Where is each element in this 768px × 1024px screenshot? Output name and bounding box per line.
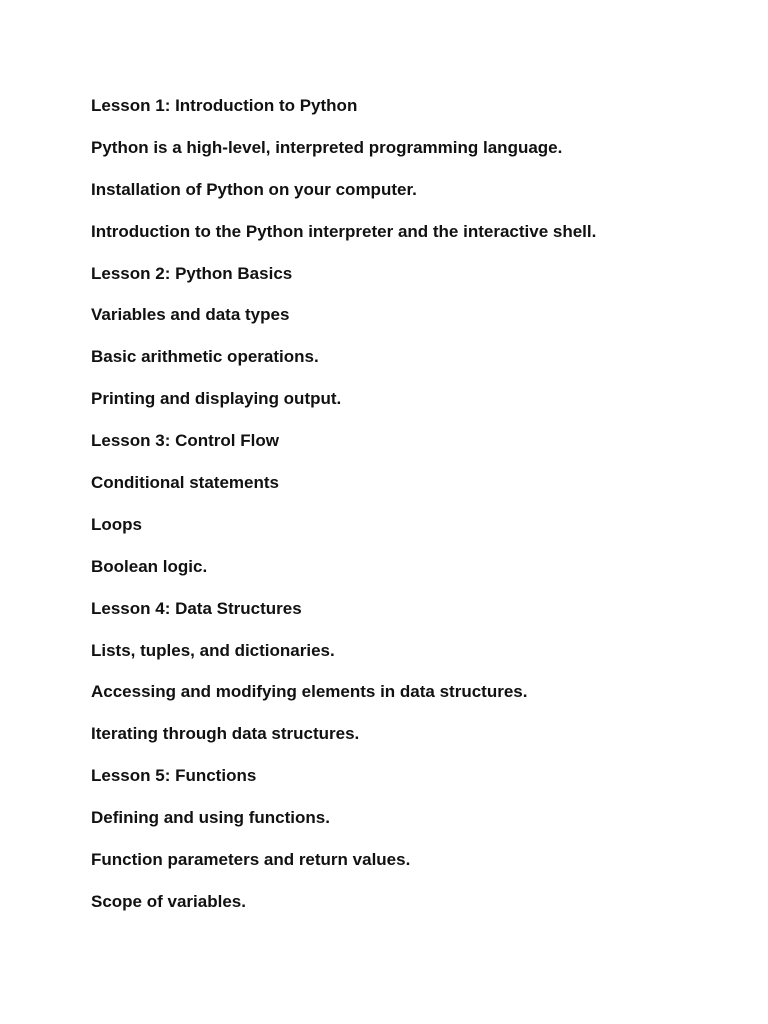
outline-item: Loops: [91, 514, 142, 534]
outline-item: Python is a high-level, interpreted programming language.: [91, 137, 563, 157]
lesson-heading: Lesson 5: Functions: [91, 766, 257, 786]
lesson-outline: [91, 92, 731, 930]
outline-item: Defining and using functions.: [91, 808, 330, 828]
outline-item: Function parameters and return values.: [91, 850, 411, 870]
lesson-heading: Lesson 2: Python Basics: [91, 263, 293, 283]
lesson-heading: Lesson 4: Data Structures: [91, 598, 302, 618]
outline-item: Scope of variables.: [91, 891, 246, 911]
outline-item: Installation of Python on your computer.: [91, 179, 417, 199]
outline-item: Conditional statements: [91, 473, 279, 493]
outline-item: Variables and data types: [91, 305, 290, 325]
outline-item: Accessing and modifying elements in data structures.: [91, 682, 528, 702]
outline-item: Introduction to the Python interpreter and the interactive shell.: [91, 221, 597, 241]
outline-item: Lists, tuples, and dictionaries.: [91, 640, 335, 660]
outline-item: Boolean logic.: [91, 556, 208, 576]
lesson-heading: Lesson 1: Introduction to Python: [91, 96, 358, 115]
outline-item: Printing and displaying output.: [91, 389, 342, 409]
lesson-heading: Lesson 3: Control Flow: [91, 431, 279, 451]
outline-item: Basic arithmetic operations.: [91, 347, 319, 367]
outline-item: Iterating through data structures.: [91, 724, 360, 744]
